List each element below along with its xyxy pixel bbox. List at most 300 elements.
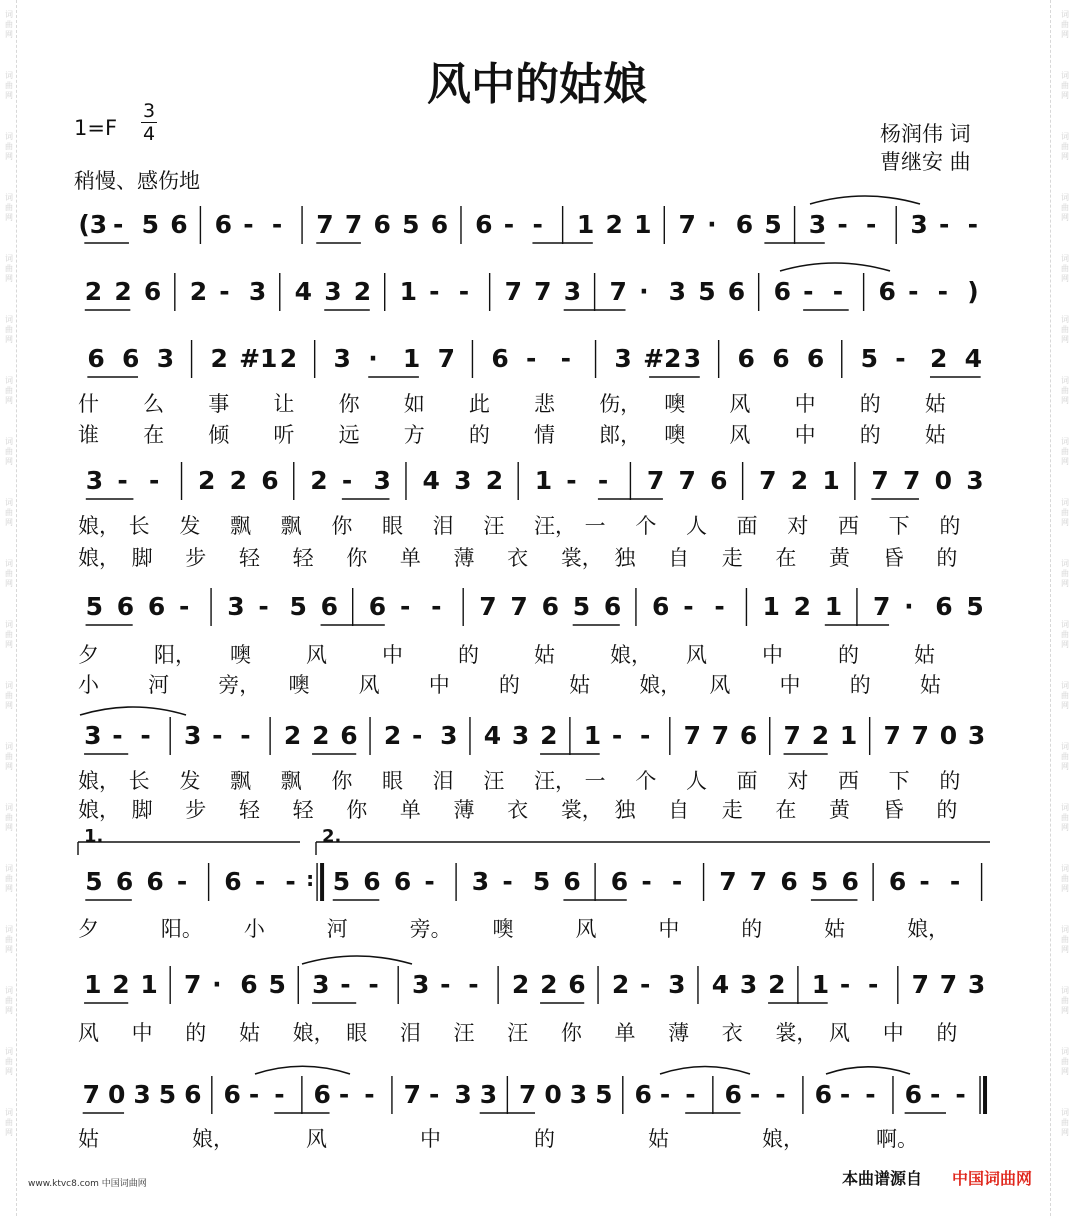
lyric-char: 下: [888, 769, 910, 793]
lyric-char: 风: [709, 673, 731, 697]
lyric-char: 自: [668, 546, 690, 570]
lyric-char: 什: [78, 392, 99, 416]
note: -: [503, 210, 515, 239]
lyric-char: 姑: [824, 917, 846, 941]
note: 5: [810, 867, 829, 896]
watermark-glyph: 词 曲 网: [5, 681, 13, 710]
lyric-char: 姑: [924, 423, 946, 447]
lyric-char: 步: [185, 546, 207, 570]
note: -: [866, 210, 877, 239]
note: 6: [904, 1080, 923, 1109]
lyric-char: 风: [686, 643, 707, 667]
lyric-char: 姑: [924, 392, 946, 416]
note: 3: [563, 277, 582, 306]
note: 6: [475, 210, 493, 239]
note: 5: [860, 344, 879, 373]
lyric-char: 风: [306, 1127, 327, 1151]
note: 3: [967, 721, 986, 750]
note: 7: [883, 721, 901, 750]
note: 7: [719, 867, 737, 896]
lyric-char: 人: [686, 769, 707, 793]
lyric-char: 西: [838, 769, 859, 793]
note: 6: [147, 592, 166, 621]
watermark-glyph: 词 曲 网: [1061, 315, 1069, 344]
note: 3: [614, 344, 632, 373]
lyric-char: 下: [888, 514, 910, 538]
note: 6: [116, 592, 135, 621]
note: -: [248, 1080, 260, 1109]
note: 1: [576, 210, 595, 239]
lyric-char: 中: [779, 673, 801, 697]
note: -: [412, 721, 423, 750]
lyric-char: 中: [420, 1127, 441, 1151]
note: -: [117, 466, 128, 495]
note: 7: [504, 277, 522, 306]
lyric-char: 姑: [914, 643, 935, 667]
note: 5: [966, 592, 984, 621]
lyric-char: 姑: [78, 1127, 99, 1151]
lyric-char: 噢: [664, 392, 686, 416]
note: 3: [333, 344, 351, 373]
watermark-glyph: 词 曲 网: [5, 620, 13, 649]
lyric-char: 的: [849, 673, 871, 697]
lyric-char: 小: [243, 917, 265, 941]
tie: [302, 956, 412, 964]
note: 7: [344, 210, 363, 239]
lyric-char: 的: [936, 546, 958, 570]
note: 5: [141, 210, 159, 239]
repeat-dots: :: [306, 867, 315, 891]
note: 7: [749, 867, 768, 896]
note: 7: [519, 1080, 537, 1109]
note: 6: [610, 867, 629, 896]
note: 6: [214, 210, 232, 239]
note: 1: [634, 210, 652, 239]
footer-brand: 中国词曲网: [952, 1169, 1033, 1188]
lyric-char: 让: [273, 392, 295, 416]
lyric-char: 汪: [507, 1021, 529, 1045]
note: 6: [806, 344, 825, 373]
lyric-char: 娘，: [78, 769, 120, 793]
meter-top: 3: [142, 100, 156, 122]
lyric-char: 风: [306, 643, 327, 667]
watermark-glyph: 词 曲 网: [5, 71, 13, 100]
watermark-glyph: 词 曲 网: [1061, 986, 1069, 1015]
note: 3: [471, 867, 490, 896]
lyric-char: 的: [498, 673, 520, 697]
lyric-char: 的: [859, 423, 881, 447]
note: -: [939, 210, 950, 239]
note: 7: [534, 277, 552, 306]
lyric-char: 泪: [432, 769, 454, 793]
note: #1: [239, 344, 278, 373]
watermark-glyph: 词 曲 网: [1061, 1047, 1069, 1076]
note: 5: [532, 867, 551, 896]
note: 1: [811, 970, 830, 999]
lyric-char: 脚: [131, 546, 153, 570]
lyric-char: 独: [614, 546, 636, 570]
lyric-char: 薄: [453, 546, 475, 570]
note: -: [560, 344, 572, 373]
note: 2: [283, 721, 302, 750]
note: -: [424, 867, 435, 896]
lyric-char: 对: [787, 769, 809, 793]
lyric-char: 娘，: [610, 643, 652, 667]
lyric-char: 单: [399, 798, 421, 822]
lyric-char: 听: [273, 423, 295, 447]
note: 3: [227, 592, 245, 621]
note: -: [429, 277, 440, 306]
note: -: [749, 1080, 761, 1109]
note: 6: [430, 210, 449, 239]
lyric-char: 倾: [208, 423, 230, 447]
note: 3: [412, 970, 430, 999]
note: -: [399, 592, 411, 621]
note: -: [240, 721, 251, 750]
lyric-char: 方: [403, 423, 425, 447]
note: 7: [911, 970, 930, 999]
lyric-char: 中: [658, 917, 680, 941]
watermark-glyph: 词 曲 网: [5, 315, 13, 344]
note: 1: [583, 721, 602, 750]
note: 1: [399, 277, 418, 306]
lyric-char: 在: [775, 546, 797, 570]
watermark-glyph: 词 曲 网: [5, 1047, 13, 1076]
lyric-char: 噢: [664, 423, 686, 447]
lyric-char: 风: [829, 1021, 851, 1045]
note: 2: [611, 970, 630, 999]
lyric-char: 汪，: [534, 769, 576, 793]
lyric-char: 单: [614, 1021, 636, 1045]
lyric-char: 姑: [648, 1127, 669, 1151]
lyric-char: 中: [131, 1021, 153, 1045]
note: 7: [873, 592, 891, 621]
lyric-char: 的: [838, 643, 859, 667]
tie: [780, 263, 890, 271]
note: 1: [839, 721, 858, 750]
note: 7: [939, 970, 958, 999]
note: 6: [170, 210, 188, 239]
note: 2: [210, 344, 228, 373]
lyric-char: 噢: [492, 917, 514, 941]
lyric-char: 汪: [483, 769, 505, 793]
note: 5: [764, 210, 782, 239]
note: 6: [313, 1080, 331, 1109]
watermark-glyph: 词 曲 网: [1061, 864, 1069, 893]
note: -: [937, 277, 949, 306]
lyric-char: 长: [128, 514, 150, 538]
lyric-char: 眼: [346, 1021, 368, 1045]
lyric-char: 郎，: [599, 423, 642, 447]
lyric-char: 娘，: [78, 798, 120, 822]
note: -: [219, 277, 230, 306]
note: 6: [935, 592, 953, 621]
lyric-char: 长: [128, 769, 150, 793]
lyric-char: 你: [346, 798, 368, 822]
note: 6: [841, 867, 859, 896]
lyric-char: 旁，: [218, 673, 261, 697]
note: 3: [668, 970, 686, 999]
note: 7: [479, 592, 497, 621]
lyric-char: 昏: [882, 546, 904, 570]
note: 7: [711, 721, 730, 750]
note: 6: [146, 867, 164, 896]
note: 6: [368, 592, 387, 621]
lyric-char: 泪: [432, 514, 454, 538]
note: 3: [133, 1080, 151, 1109]
watermark-glyph: 词 曲 网: [1061, 620, 1069, 649]
note: 0: [934, 466, 952, 495]
lyric-char: 自: [668, 798, 690, 822]
lyric-char: 风: [729, 392, 751, 416]
lyric-char: 姑: [919, 673, 941, 697]
note: -: [837, 210, 848, 239]
note: -: [212, 721, 223, 750]
lyric-char: 在: [143, 423, 165, 447]
watermark-glyph: 词 曲 网: [5, 925, 13, 954]
watermark-glyph: 词 曲 网: [1061, 559, 1069, 588]
note: 2: [353, 277, 372, 306]
lyric-char: 裳，: [775, 1021, 818, 1045]
tempo-marking: 稍慢、感伤地: [74, 169, 200, 193]
note: ·: [212, 970, 222, 999]
note: -: [895, 344, 906, 373]
note: 2: [790, 466, 809, 495]
lyric-char: 走: [721, 546, 743, 570]
note: -: [659, 1080, 671, 1109]
watermark-glyph: 词 曲 网: [5, 437, 13, 466]
note: -: [683, 592, 694, 621]
tie: [255, 1066, 350, 1074]
note: 5: [402, 210, 420, 239]
lyric-char: 衣: [507, 546, 529, 570]
note: 6: [223, 1080, 241, 1109]
lyric-char: 在: [775, 798, 797, 822]
note: 6: [888, 867, 907, 896]
lyric-char: 汪，: [534, 514, 576, 538]
lyric-char: 阳。: [160, 917, 203, 941]
note: -: [641, 867, 652, 896]
lyric-char: 风: [358, 673, 380, 697]
note: 3: [85, 466, 104, 495]
note: 2: [312, 721, 330, 750]
lyric-char: 的: [468, 423, 490, 447]
note: -: [271, 210, 283, 239]
lyric-char: 娘，: [78, 514, 120, 538]
note: -: [839, 970, 851, 999]
watermark-glyph: 词 曲 网: [1061, 376, 1069, 405]
lyric-char: 此: [468, 392, 490, 416]
note: 3: [910, 210, 928, 239]
watermark-glyph: 词 曲 网: [1061, 681, 1069, 710]
lyric-char: 面: [736, 769, 758, 793]
note: -: [502, 867, 513, 896]
note: 5: [85, 867, 103, 896]
note: -: [341, 466, 353, 495]
composer: 曹继安 曲: [880, 150, 971, 174]
lyric-char: 脚: [131, 798, 153, 822]
note: -: [714, 592, 725, 621]
note: -: [431, 592, 442, 621]
note: 6: [541, 592, 559, 621]
watermark-glyph: 词 曲 网: [1061, 132, 1069, 161]
lyric-char: 薄: [668, 1021, 690, 1045]
note: -: [685, 1080, 696, 1109]
note: -: [908, 277, 919, 306]
note: 3: [84, 721, 102, 750]
note: 4: [483, 721, 502, 750]
note: 7: [510, 592, 528, 621]
lyric-char: 眼: [382, 769, 403, 793]
note: -: [640, 970, 651, 999]
lyric-char: 的: [936, 1021, 958, 1045]
lyric-char: 你: [560, 1021, 582, 1045]
lyric-char: 夕: [78, 643, 99, 667]
note: 2: [929, 344, 948, 373]
note: 6: [393, 867, 412, 896]
lyric-char: 谁: [78, 423, 99, 447]
note: 3: [454, 466, 472, 495]
lyric-char: 中: [794, 392, 816, 416]
note: #2: [643, 344, 682, 373]
lyric-char: 娘，: [907, 917, 950, 941]
lyric-char: 的: [936, 798, 958, 822]
note: -: [955, 1080, 966, 1109]
note: 6: [878, 277, 896, 306]
note: 6: [814, 1080, 832, 1109]
note: -: [112, 210, 124, 239]
lyric-char: 你: [338, 392, 360, 416]
note: 3: [479, 1080, 498, 1109]
note: 4: [294, 277, 313, 306]
lyric-char: 中: [794, 423, 816, 447]
lyric-char: 风: [78, 1021, 99, 1045]
lyric-char: 你: [331, 514, 353, 538]
note: 3: [569, 1080, 588, 1109]
note: (3: [78, 210, 108, 239]
note: 3: [808, 210, 827, 239]
note: -: [340, 970, 351, 999]
note: 2: [540, 721, 558, 750]
note: 3: [184, 721, 202, 750]
lyric-char: 飘: [280, 769, 302, 793]
note: -: [243, 210, 254, 239]
note: 6: [727, 277, 746, 306]
lyric-char: 裳，: [560, 546, 603, 570]
note: -: [458, 277, 470, 306]
note: 1: [824, 592, 843, 621]
note: 5: [595, 1080, 613, 1109]
note: -: [775, 1080, 786, 1109]
lyric-char: 裳，: [560, 798, 603, 822]
lyric-char: 么: [143, 392, 165, 416]
note: 6: [737, 344, 755, 373]
watermark-glyph: 词 曲 网: [5, 803, 13, 832]
note: 1: [140, 970, 158, 999]
volta-first-label: 1.: [84, 826, 104, 847]
note: -: [640, 721, 651, 750]
note: 2: [485, 466, 504, 495]
note: 7: [316, 210, 334, 239]
note: -: [178, 592, 190, 621]
lyricist: 杨润伟 词: [880, 122, 971, 146]
lyric-char: 汪: [483, 514, 505, 538]
note: 7: [678, 466, 696, 495]
note: 7: [683, 721, 702, 750]
note: -: [597, 466, 609, 495]
lyric-char: 中: [882, 1021, 904, 1045]
note: 6: [491, 344, 509, 373]
note: 6: [603, 592, 622, 621]
footer-url: www.ktvc8.com 中国词曲网: [28, 1179, 147, 1189]
lyric-char: 啊。: [876, 1127, 918, 1151]
note: 6: [320, 592, 338, 621]
watermark-glyph: 词 曲 网: [5, 559, 13, 588]
note: -: [440, 970, 451, 999]
watermark-glyph: 词 曲 网: [5, 986, 13, 1015]
note: 2: [198, 466, 216, 495]
lyric-char: 轻: [292, 546, 314, 570]
lyric-char: 的: [185, 1021, 207, 1045]
lyric-char: 飘: [280, 514, 302, 538]
note: -: [865, 1080, 876, 1109]
lyric-char: 面: [736, 514, 758, 538]
note: 7: [902, 466, 921, 495]
note: -: [832, 277, 844, 306]
note: 0: [939, 721, 958, 750]
note: 6: [373, 210, 391, 239]
watermark-glyph: 词 曲 网: [1061, 1108, 1069, 1137]
note: -: [368, 970, 379, 999]
lyric-char: 娘，: [192, 1127, 234, 1151]
note: 2: [540, 970, 558, 999]
lyric-char: 衣: [721, 1021, 743, 1045]
lyric-char: 黄: [829, 546, 851, 570]
watermark-glyph: 词 曲 网: [1061, 10, 1069, 39]
note: 6: [363, 867, 381, 896]
note: 7: [911, 721, 930, 750]
watermark-glyph: 词 曲 网: [1061, 803, 1069, 832]
note: 3: [373, 466, 391, 495]
watermark-glyph: 词 曲 网: [1061, 254, 1069, 283]
lyric-char: 轻: [238, 546, 260, 570]
note: -: [532, 210, 543, 239]
note: -: [949, 867, 961, 896]
watermark-glyph: 词 曲 网: [1061, 437, 1069, 466]
lyric-char: 一: [584, 514, 606, 538]
note: 6: [773, 277, 791, 306]
note: -: [919, 867, 930, 896]
watermark-glyph: 词 曲 网: [5, 193, 13, 222]
tie: [810, 196, 920, 204]
watermark-glyph: 词 曲 网: [5, 864, 13, 893]
note: -: [338, 1080, 350, 1109]
note: 7: [646, 466, 665, 495]
note: 1: [762, 592, 780, 621]
lyric-char: 娘，: [78, 546, 120, 570]
lyric-char: 姑: [534, 643, 555, 667]
note: 7: [678, 210, 696, 239]
note: 6: [652, 592, 670, 621]
note: -: [112, 721, 123, 750]
lyric-char: 你: [346, 546, 368, 570]
note: 3: [440, 721, 458, 750]
note: 7: [871, 466, 889, 495]
note: 6: [739, 721, 758, 750]
lyric-char: 中: [428, 673, 450, 697]
note: -: [468, 970, 479, 999]
note: -: [967, 210, 979, 239]
